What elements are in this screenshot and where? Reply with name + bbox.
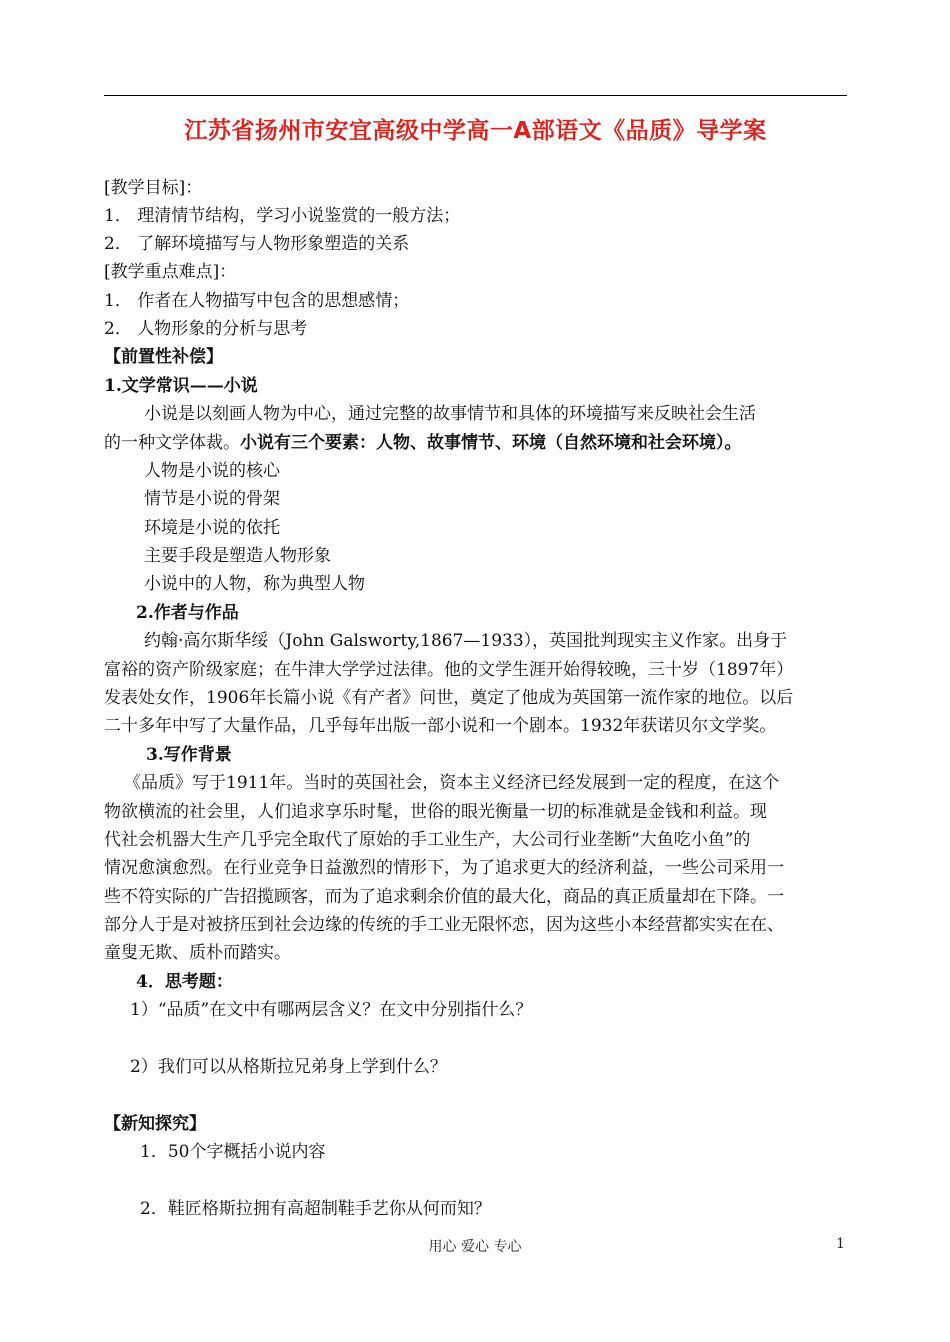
paragraph-line: 部分人于是对被挤压到社会边缘的传统的手工业无限怀恋，因为这些小本经营都实实在在、 bbox=[104, 915, 784, 935]
list-line: 主要手段是塑造人物形象 bbox=[144, 546, 331, 566]
task-2: 2．鞋匠格斯拉拥有高超制鞋手艺你从何而知？ bbox=[140, 1199, 491, 1219]
list-line: 小说中的人物，称为典型人物 bbox=[144, 574, 365, 594]
section-heading-key-points: [教学重点难点]： bbox=[104, 262, 237, 282]
paragraph-line: 物欲横流的社会里，人们追求享乐时髦，世俗的眼光衡量一切的标准就是金钱和利益。现 bbox=[104, 802, 767, 822]
question-2: 2）我们可以从格斯拉兄弟身上学到什么？ bbox=[130, 1057, 447, 1077]
objective-2: 2． 了解环境描写与人物形象塑造的关系 bbox=[104, 234, 410, 254]
section-heading-objectives: [教学目标]： bbox=[104, 178, 203, 198]
document-title: 江苏省扬州市安宜高级中学高一A部语文《品质》导学案 bbox=[184, 118, 767, 144]
objective-1: 1． 理清情节结构，学习小说鉴赏的一般方法； bbox=[104, 206, 461, 226]
list-line: 人物是小说的核心 bbox=[144, 461, 280, 481]
subheading-author-works: 2.作者与作品 bbox=[136, 603, 239, 623]
paragraph-line: 小说是以刻画人物为中心，通过完整的故事情节和具体的环境描写来反映社会生活 bbox=[144, 404, 756, 424]
key-elements-emphasis: 小说有三个要素：人物、故事情节、环境（自然环境和社会环境）。 bbox=[240, 433, 742, 453]
paragraph-line: 约翰·高尔斯华绥（John Galsworty,1867—1933），英国批判现实主义作家。出身于 bbox=[144, 631, 788, 651]
key-point-1: 1． 作者在人物描写中包含的思想感情； bbox=[104, 291, 410, 311]
key-point-2: 2． 人物形象的分析与思考 bbox=[104, 319, 308, 339]
paragraph-line: 情况愈演愈烈。在行业竞争日益激烈的情形下，为了追求更大的经济利益，一些公司采用一 bbox=[104, 858, 784, 878]
paragraph-line: 二十多年中写了大量作品，几乎每年出版一部小说和一个剧本。1932年获诺贝尔文学奖。 bbox=[104, 716, 777, 736]
paragraph-line: 发表处女作，1906年长篇小说《有产者》问世，奠定了他成为英国第一流作家的地位。以后 bbox=[104, 688, 794, 708]
page-number: 1 bbox=[836, 1236, 845, 1252]
question-1: 1）“品质”在文中有哪两层含义？在文中分别指什么？ bbox=[130, 1000, 533, 1020]
subheading-background: 3.写作背景 bbox=[146, 745, 232, 765]
header-rule bbox=[104, 95, 847, 96]
list-line: 环境是小说的依托 bbox=[144, 518, 280, 538]
task-1: 1．50个字概括小说内容 bbox=[140, 1142, 326, 1162]
subheading-questions: 4．思考题： bbox=[136, 972, 233, 992]
list-line: 情节是小说的骨架 bbox=[144, 489, 280, 509]
paragraph-line: 的一种文学体裁。小说有三个要素：人物、故事情节、环境（自然环境和社会环境）。 bbox=[104, 433, 742, 453]
paragraph-line: 童叟无欺、质朴而踏实。 bbox=[104, 943, 291, 963]
page-footer: 用心 爱心 专心 bbox=[428, 1239, 522, 1255]
paragraph-line: 《品质》写于1911年。当时的英国社会，资本主义经济已经发展到一定的程度，在这个 bbox=[124, 773, 780, 793]
paragraph-line: 些不符实际的广告招揽顾客，而为了追求剩余价值的最大化，商品的真正质量却在下降。一 bbox=[104, 887, 784, 907]
paragraph-line: 富裕的资产阶级家庭；在牛津大学学过法律。他的文学生涯开始得较晚，三十岁（1897年） bbox=[104, 660, 794, 680]
section-heading-explore: 【新知探究】 bbox=[104, 1114, 206, 1134]
section-heading-preview: 【前置性补偿】 bbox=[104, 347, 223, 367]
paragraph-line: 代社会机器大生产几乎完全取代了原始的手工业生产，大公司行业垄断“大鱼吃小鱼”的 bbox=[104, 830, 751, 850]
subheading-literary-knowledge: 1.文学常识——小说 bbox=[104, 376, 258, 396]
